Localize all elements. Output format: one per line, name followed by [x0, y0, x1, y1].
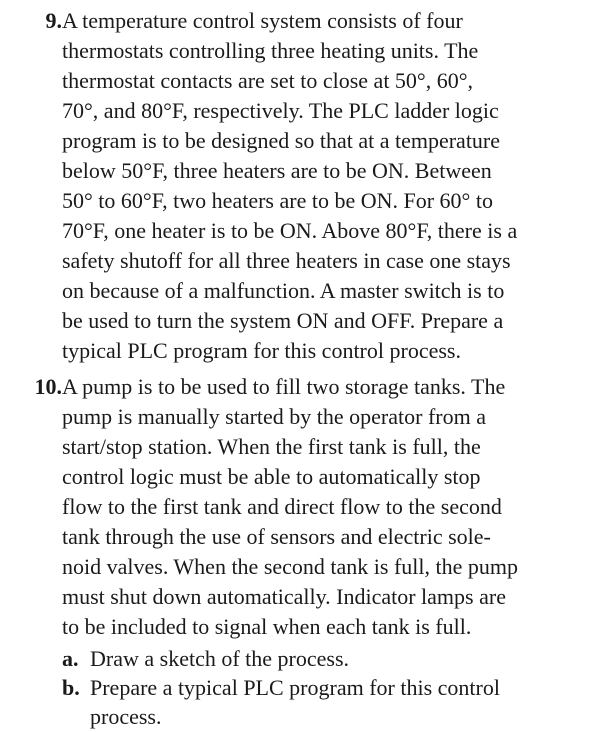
- problem-text-line: noid valves. When the second tank is full, the pump: [62, 554, 519, 579]
- problem-text-line: thermostat contacts are set to close at 50°, 60°,: [62, 68, 474, 93]
- problem-text-line: thermostats controlling three heating units. The: [62, 38, 479, 63]
- problem-text-line: typical PLC program for this control process.: [62, 338, 461, 363]
- problem-text-line: A temperature control system consists of four: [62, 8, 463, 33]
- problem-text-line: program is to be designed so that at a temperature: [62, 128, 501, 153]
- subitem-text-line: Draw a sketch of the process.: [90, 646, 350, 671]
- problem-text-line: to be included to signal when each tank is full.: [62, 614, 472, 639]
- problem-text-line: safety shutoff for all three heaters in case one stays: [62, 248, 511, 273]
- problem-text-line: be used to turn the system ON and OFF. Prepare a: [62, 308, 504, 333]
- problem-text-line: control logic must be able to automatically stop: [62, 464, 481, 489]
- problem-text-line: pump is manually started by the operator from a: [62, 404, 486, 429]
- problem-text-line: start/stop station. When the first tank is full, the: [62, 434, 481, 459]
- subitem-label: b.: [62, 675, 80, 700]
- problem-number: 9.: [45, 8, 62, 33]
- problem-text-line: flow to the first tank and direct flow to the second: [62, 494, 502, 519]
- problem-text-line: 70°F, one heater is to be ON. Above 80°F, there is a: [62, 218, 518, 243]
- subitem-text-line: process.: [90, 704, 162, 729]
- problem-text-line: tank through the use of sensors and electric sole-: [62, 524, 491, 549]
- problem-text-line: A pump is to be used to fill two storage tanks. The: [62, 374, 506, 399]
- problem-text-line: on because of a malfunction. A master switch is to: [62, 278, 505, 303]
- subitem-label: a.: [62, 646, 79, 671]
- problem-text-line: below 50°F, three heaters are to be ON. Between: [62, 158, 492, 183]
- problem-number: 10.: [34, 374, 62, 399]
- problem-text-line: 50° to 60°F, two heaters are to be ON. For 60° to: [62, 188, 493, 213]
- problem-text-line: 70°, and 80°F, respectively. The PLC ladder logic: [62, 98, 499, 123]
- subitem-text-line: Prepare a typical PLC program for this control: [90, 675, 500, 700]
- problem-text-line: must shut down automatically. Indicator lamps are: [62, 584, 506, 609]
